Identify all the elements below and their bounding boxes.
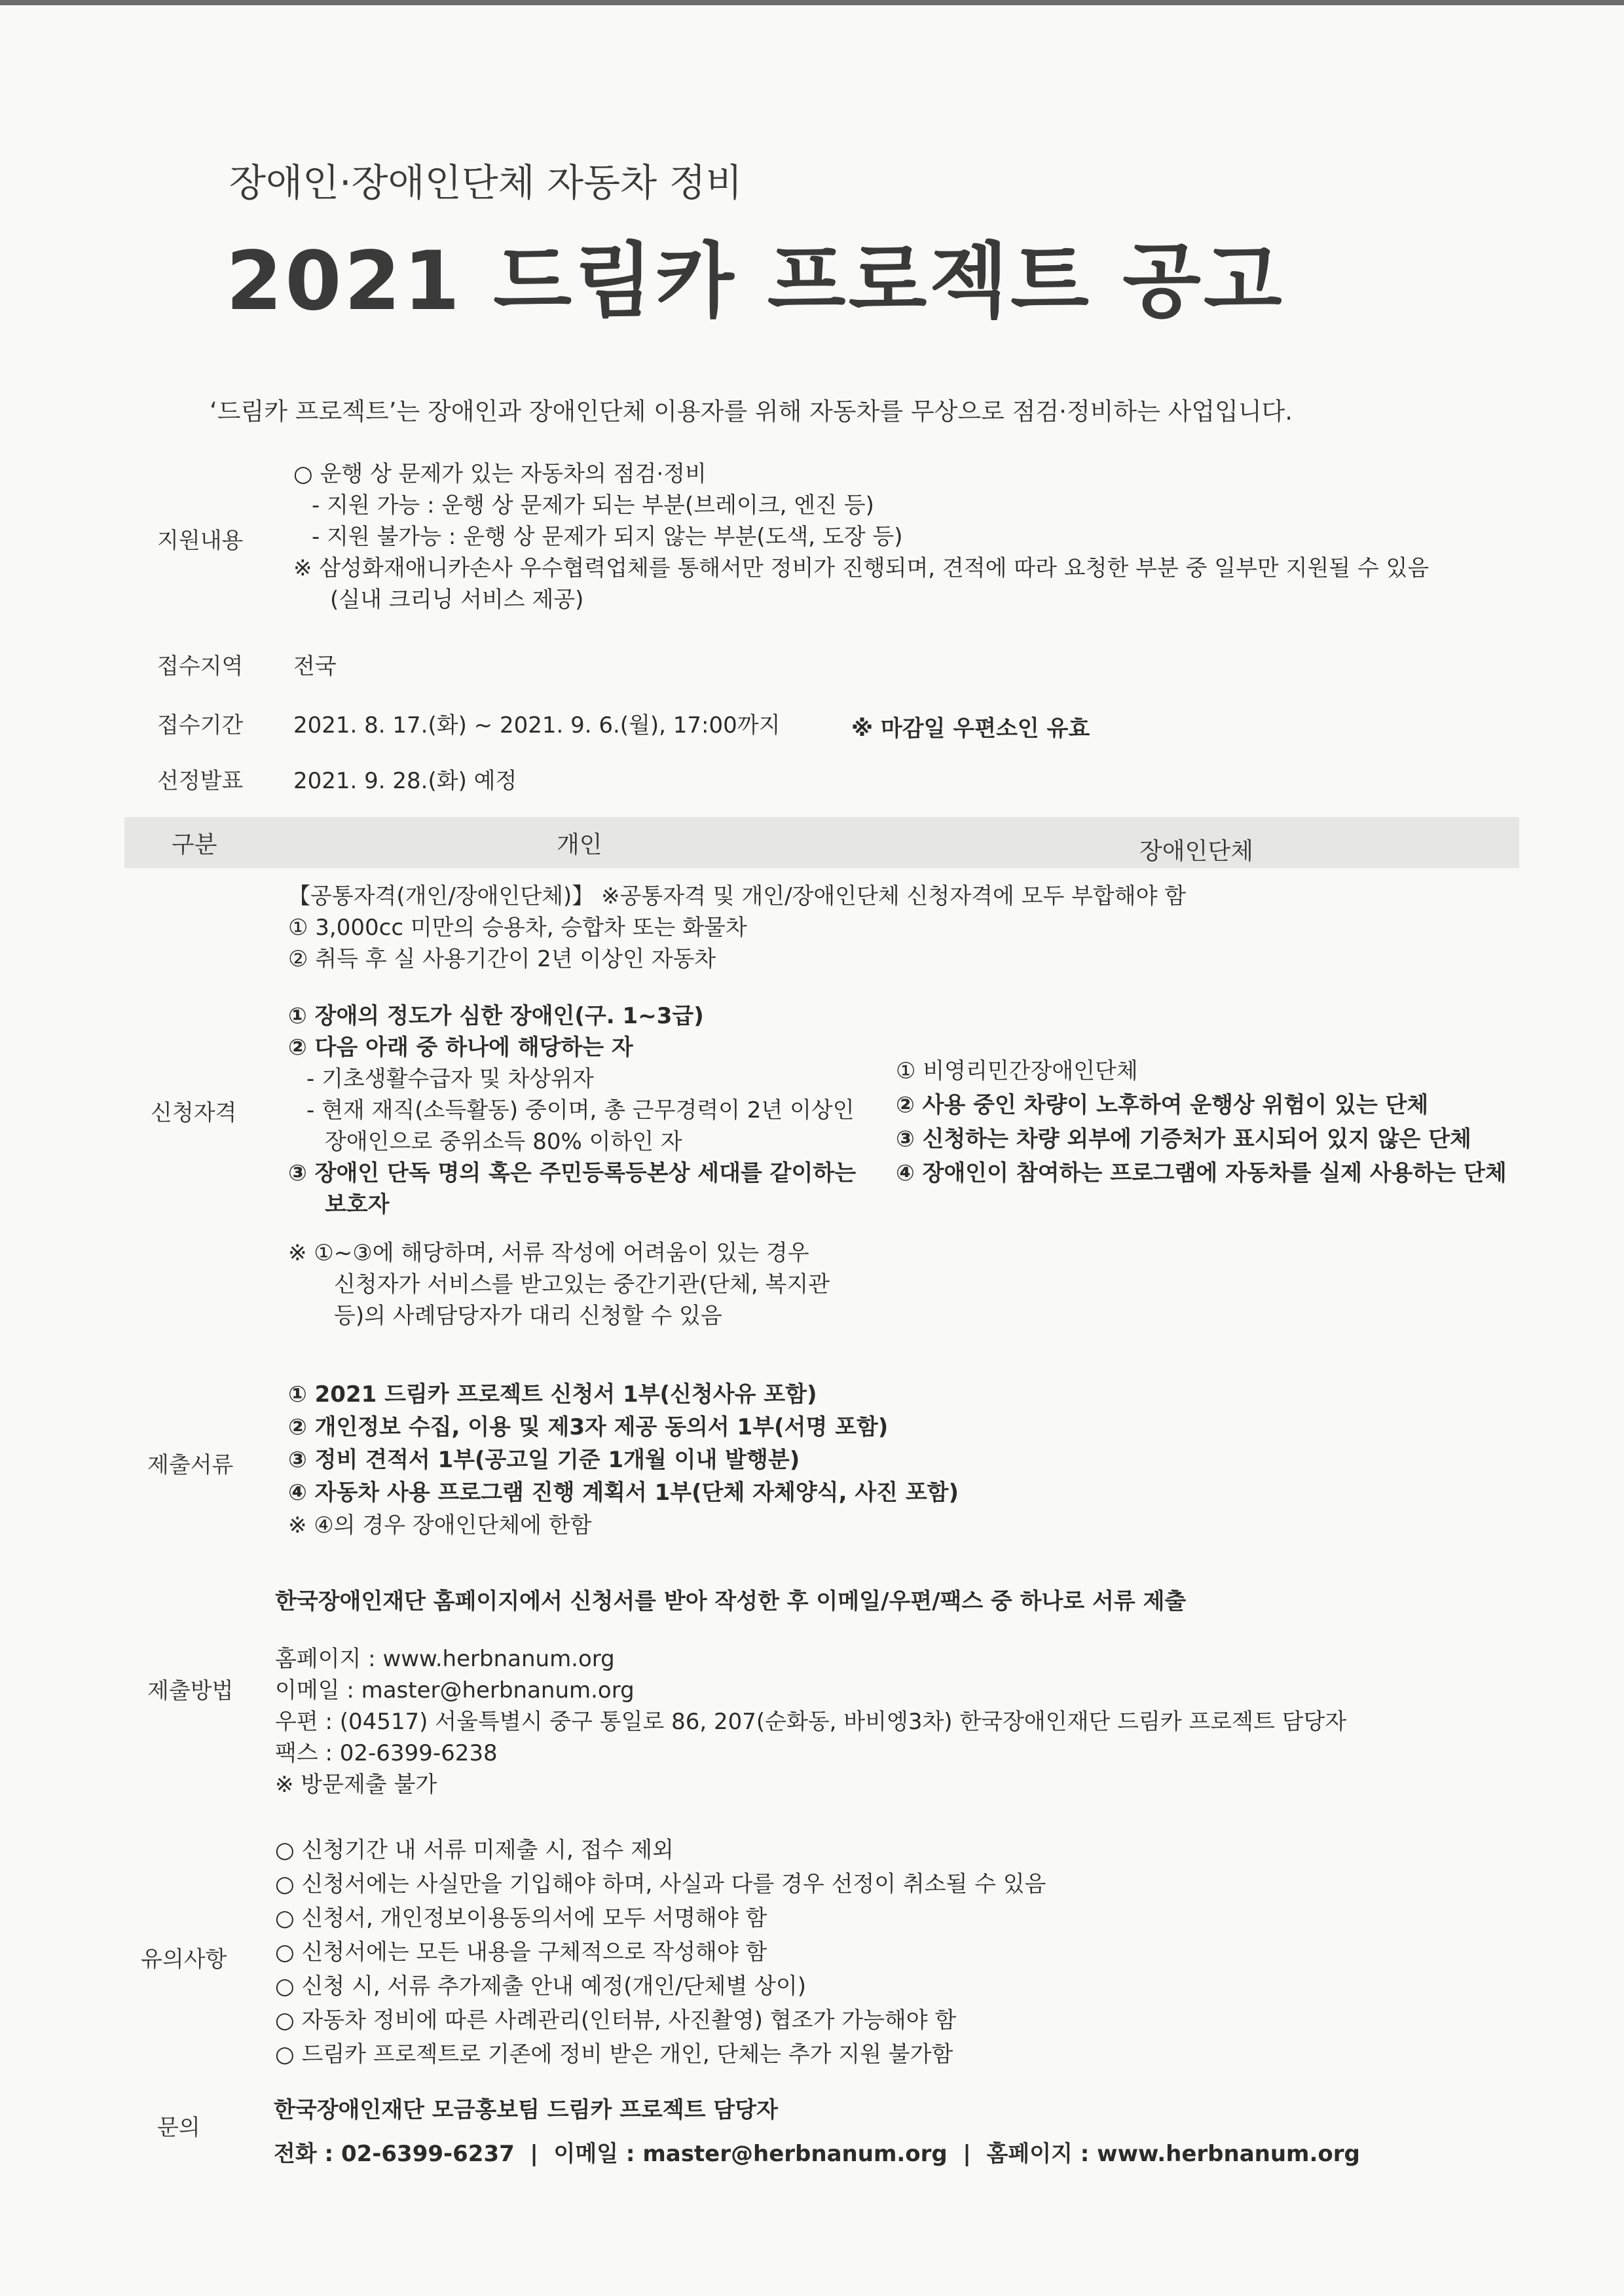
contact-team: 한국장애인재단 모금홍보팀 드림카 프로젝트 담당자 (274, 2097, 778, 2123)
method-content (275, 1643, 1346, 1800)
individual-line: ※ ①~③에 해당하며, 서류 작성에 어려움이 있는 경우 (288, 1240, 809, 1266)
notice-subtitle: 장애인·장애인단체 자동차 정비 (229, 160, 743, 205)
method-line: 우편 : (04517) 서울특별시 중구 통일로 86, 207(순화동, 바비엥3차) 한국장애인재단 드림카 프로젝트 담당자 (275, 1709, 1347, 1735)
method-label: 제출방법 (147, 1678, 234, 1704)
notes-label: 유의사항 (141, 1946, 227, 1973)
individual-line: 장애인으로 중위소득 80% 이하인 자 (325, 1129, 682, 1155)
individual-line: 보호자 (325, 1192, 390, 1218)
support-line: (실내 크리닝 서비스 제공) (330, 587, 584, 613)
support-line: ○ 운행 상 문제가 있는 자동차의 점검·정비 (293, 461, 707, 487)
organization-line: ④ 장애인이 참여하는 프로그램에 자동차를 실제 사용하는 단체 (896, 1160, 1507, 1186)
table-header-individual: 개인 (557, 831, 602, 858)
support-content (293, 458, 1429, 615)
note-line: ○ 자동차 정비에 따른 사례관리(인터뷰, 사진촬영) 협조가 가능해야 함 (275, 2007, 957, 2033)
notice-title: 2021 드림카 프로젝트 공고 (226, 234, 1285, 329)
individual-line: - 기초생활수급자 및 차상위자 (306, 1066, 594, 1092)
common-line: ① 3,000cc 미만의 승용차, 승합차 또는 화물차 (288, 915, 747, 941)
document-line: ※ ④의 경우 장애인단체에 한함 (288, 1512, 592, 1539)
individual-line: ② 다음 아래 중 하나에 해당하는 자 (288, 1034, 633, 1061)
document-line: ④ 자동차 사용 프로그램 진행 계획서 1부(단체 자체양식, 사진 포함) (288, 1480, 959, 1506)
organization-line: ③ 신청하는 차량 외부에 기증처가 표시되어 있지 않은 단체 (896, 1126, 1471, 1152)
table-header-organization: 장애인단체 (1139, 838, 1253, 865)
note-line: ○ 드림카 프로젝트로 기존에 정비 받은 개인, 단체는 추가 지원 불가함 (275, 2041, 953, 2068)
contact-details: 전화 : 02-6399-6237 | 이메일 : master@herbnanum.org | 홈페이지 : www.herbnanum.org (274, 2141, 1360, 2167)
note-line: ○ 신청서에는 사실만을 기입해야 하며, 사실과 다를 경우 선정이 취소될 수 있음 (275, 1871, 1046, 1897)
individual-line: ③ 장애인 단독 명의 혹은 주민등록등본상 세대를 같이하는 (288, 1160, 857, 1186)
support-line: ※ 삼성화재애니카손사 우수협력업체를 통해서만 정비가 진행되며, 견적에 따라 요청한 부분 중 일부만 지원될 수 있음 (293, 555, 1430, 581)
table-header-bar (124, 817, 1519, 868)
period-note: ※ 마감일 우편소인 유효 (851, 716, 1090, 742)
note-line: ○ 신청서, 개인정보이용동의서에 모두 서명해야 함 (275, 1905, 767, 1931)
common-line: ② 취득 후 실 사용기간이 2년 이상인 자동차 (288, 946, 716, 972)
common-line: 【공통자격(개인/장애인단체)】 ※공통자격 및 개인/장애인단체 신청자격에 모두 부합해야 함 (288, 883, 1187, 909)
documents-content (288, 1378, 959, 1542)
note-line: ○ 신청서에는 모든 내용을 구체적으로 작성해야 함 (275, 1939, 767, 1965)
announce-value: 2021. 9. 28.(화) 예정 (293, 768, 517, 794)
method-line: 팩스 : 02-6399-6238 (275, 1740, 498, 1766)
individual-line: 신청자가 서비스를 받고있는 중간기관(단체, 복지관 (334, 1271, 830, 1298)
method-line: ※ 방문제출 불가 (275, 1772, 437, 1798)
period-value: 2021. 8. 17.(화) ~ 2021. 9. 6.(월), 17:00까지 (293, 712, 781, 738)
support-line: - 지원 가능 : 운행 상 문제가 되는 부분(브레이크, 엔진 등) (312, 492, 874, 519)
eligibility-organization (896, 1054, 1507, 1190)
individual-line: - 현재 재직(소득활동) 중이며, 총 근무경력이 2년 이상인 (306, 1097, 855, 1123)
document-line: ① 2021 드림카 프로젝트 신청서 1부(신청사유 포함) (288, 1381, 817, 1408)
notes-content (275, 1833, 1046, 2071)
organization-line: ① 비영리민간장애인단체 (896, 1058, 1138, 1084)
table-header-category: 구분 (172, 831, 217, 858)
organization-line: ② 사용 중인 차량이 노후하여 운행상 위험이 있는 단체 (896, 1092, 1429, 1118)
method-line: 홈페이지 : www.herbnanum.org (275, 1646, 615, 1672)
method-headline: 한국장애인재단 홈페이지에서 신청서를 받아 작성한 후 이메일/우편/팩스 중 하나로 서류 제출 (275, 1588, 1187, 1614)
region-label: 접수지역 (157, 653, 244, 680)
individual-line: 등)의 사례담당자가 대리 신청할 수 있음 (334, 1303, 722, 1329)
period-label: 접수기간 (157, 712, 244, 738)
individual-line: ① 장애의 정도가 심한 장애인(구. 1~3급) (288, 1003, 704, 1029)
eligibility-label: 신청자격 (151, 1100, 237, 1126)
note-line: ○ 신청 시, 서류 추가제출 안내 예정(개인/단체별 상이) (275, 1973, 806, 1999)
document-line: ③ 정비 견적서 1부(공고일 기준 1개월 이내 발행분) (288, 1447, 800, 1473)
documents-label: 제출서류 (147, 1452, 234, 1478)
top-border-line (0, 0, 1624, 5)
contact-label: 문의 (157, 2115, 200, 2141)
document-line: ② 개인정보 수집, 이용 및 제3자 제공 동의서 1부(서명 포함) (288, 1414, 889, 1440)
announce-label: 선정발표 (157, 768, 244, 794)
region-value: 전국 (293, 653, 337, 680)
note-line: ○ 신청기간 내 서류 미제출 시, 접수 제외 (275, 1837, 674, 1863)
support-line: - 지원 불가능 : 운행 상 문제가 되지 않는 부분(도색, 도장 등) (312, 524, 903, 550)
intro-text: ‘드림카 프로젝트’는 장애인과 장애인단체 이용자를 위해 자동차를 무상으로 점검·정비하는 사업입니다. (210, 397, 1293, 426)
eligibility-common (288, 881, 1186, 975)
eligibility-individual (288, 1000, 856, 1332)
method-line: 이메일 : master@herbnanum.org (275, 1677, 635, 1704)
support-label: 지원내용 (157, 528, 244, 554)
